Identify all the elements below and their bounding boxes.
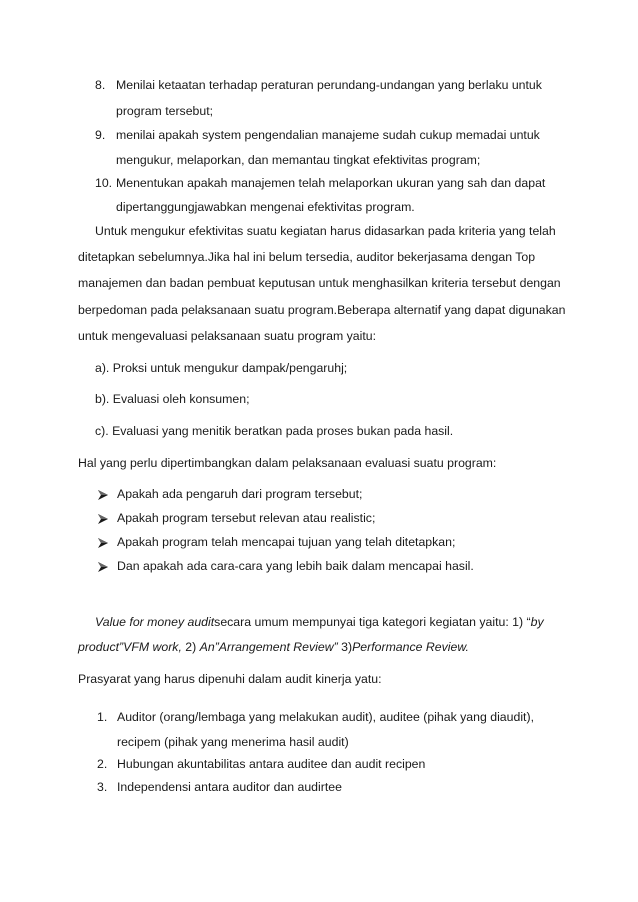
arrow-bullet-icon — [97, 489, 109, 501]
vfm-category-1: by — [530, 615, 544, 629]
prerequisites-heading: Prasyarat yang harus dipenuhi dalam audit kinerja yatu: — [78, 672, 382, 686]
list-number: 3. — [97, 780, 108, 794]
list-number: 8. — [95, 78, 106, 92]
vfm-term: Value for money audit — [95, 615, 215, 629]
list-item-text: Menentukan apakah manajemen telah melaporkan ukuran yang sah dan dapat — [116, 176, 546, 190]
arrow-bullet-icon — [97, 513, 109, 525]
vfm-category-1-cont: product”VFM work, — [78, 640, 182, 654]
paragraph-line: untuk mengevaluasi pelaksanaan suatu program yaitu: — [78, 329, 377, 343]
list-item: Dan apakah ada cara-cara yang lebih baik dalam mencapai hasil. — [117, 559, 474, 573]
arrow-bullet-icon — [97, 561, 109, 573]
vfm-text: 3) — [337, 640, 353, 654]
list-item-text: program tersebut; — [116, 104, 214, 118]
list-number: 10. — [95, 176, 113, 190]
paragraph-line: ditetapkan sebelumnya.Jika hal ini belum tersedia, auditor bekerjasama dengan Top — [78, 250, 536, 264]
list-item: Apakah program tersebut relevan atau realistic; — [117, 511, 376, 525]
vfm-text: secara umum mempunyai tiga kategori kegiatan yaitu: 1) “ — [214, 615, 531, 629]
vfm-category-2: An”Arrangement Review” — [199, 640, 338, 654]
list-item-text: mengukur, melaporkan, dan memantau tingkat efektivitas program; — [116, 153, 481, 167]
list-item-text: Auditor (orang/lembaga yang melakukan audit), auditee (pihak yang diaudit), — [117, 710, 534, 724]
list-item-text: Independensi antara auditor dan audirtee — [117, 780, 342, 794]
list-item-text: Menilai ketaatan terhadap peraturan perundang-undangan yang berlaku untuk — [116, 78, 542, 92]
vfm-line-2 — [78, 640, 469, 654]
list-item: b). Evaluasi oleh konsumen; — [95, 392, 250, 406]
list-item: c). Evaluasi yang menitik beratkan pada proses bukan pada hasil. — [95, 424, 454, 438]
list-number: 1. — [97, 710, 108, 724]
list-item-text: menilai apakah system pengendalian manajeme sudah cukup memadai untuk — [116, 128, 540, 142]
list-item: Apakah ada pengaruh dari program tersebut; — [117, 487, 363, 501]
paragraph-line: manajemen dan badan pembuat keputusan untuk menghasilkan kriteria tersebut dengan — [78, 276, 561, 290]
list-number: 9. — [95, 128, 106, 142]
arrow-bullet-icon — [97, 537, 109, 549]
list-item: a). Proksi untuk mengukur dampak/pengaruhj; — [95, 361, 348, 375]
list-item-text: Hubungan akuntabilitas antara auditee dan audit recipen — [117, 757, 426, 771]
paragraph-line: Untuk mengukur efektivitas suatu kegiatan harus didasarkan pada kriteria yang telah — [95, 224, 556, 238]
vfm-line-1 — [95, 615, 544, 629]
vfm-category-3: Performance Review. — [352, 640, 469, 654]
considerations-heading: Hal yang perlu dipertimbangkan dalam pelaksanaan evaluasi suatu program: — [78, 456, 497, 470]
list-item: Apakah program telah mencapai tujuan yang telah ditetapkan; — [117, 535, 456, 549]
vfm-text: 2) — [181, 640, 200, 654]
paragraph-line: berpedoman pada pelaksanaan suatu program.Beberapa alternatif yang dapat digunakan — [78, 303, 566, 317]
list-number: 2. — [97, 757, 108, 771]
list-item-text: recipem (pihak yang menerima hasil audit) — [117, 735, 349, 749]
list-item-text: dipertanggungjawabkan mengenai efektivitas program. — [116, 200, 415, 214]
